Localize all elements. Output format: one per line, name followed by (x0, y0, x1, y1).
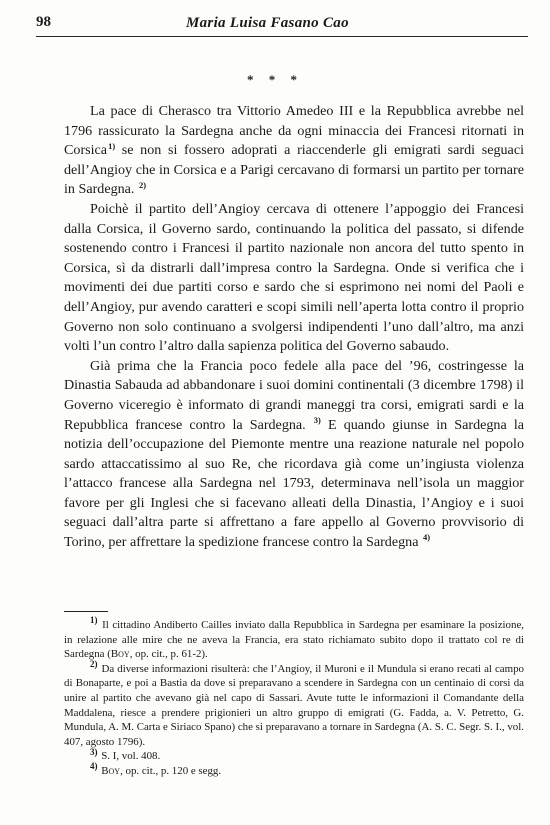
footnote-text: Boy (101, 764, 121, 777)
footnote-reference: 1) (108, 140, 116, 151)
footnote-text: Il cittadino Andiberto Cailles inviato dalla Repubblica in Sardegna per esaminare la posizione, in relazione alle mire che ne aveva la Francia, era stato richiamato subito dopo il trattato col re di Sardegna ( (64, 619, 524, 661)
body-text (64, 102, 524, 553)
footnote-mark: 3) (90, 746, 98, 757)
paragraph-text: se non si fossero adoprati a riaccenderle gli emigrati sardi seguaci dell’Angioy che in Corsica e a Parigi cercavano di formarsi un partito per tornare in Sardegna. (64, 142, 524, 198)
body-paragraph (64, 357, 524, 553)
body-paragraph (64, 200, 524, 357)
paragraph-text: Poichè il partito dell’Angioy cercava di ottenere l’appoggio dei Francesi dalla Corsica, il Governo sardo, continuando la politica del passato, si difende sostenendo contro i Francesi il partito nazionale non ancora del tutto spento in Corsica, sì da distrarli dall’impresa contro la Sardegna. Onde si verifica che i movimenti dei due partiti corso e sardo che si esprimono nei nomi del Paoli e dell’Angioy, pur avendo caratteri e scopi simili nell’aperta lotta contro il proprio Governo non solo continuano a svolgersi indipendenti l’uno dall’altro, ma anzi volti l’un contro l’altro dalla sapienza politica del Governo sabaudo. (64, 200, 524, 355)
footnote-text: op. cit. (125, 764, 156, 777)
section-separator: * * * (247, 72, 303, 87)
footnote (64, 659, 524, 750)
footnotes (64, 615, 524, 779)
footnote-reference: 3) (313, 414, 321, 425)
footnote-text: op. cit. (135, 648, 166, 661)
footnote-text: Boy (110, 648, 130, 661)
footnote-reference: 4) (422, 532, 431, 543)
paragraph-text: Già prima che la Francia poco fedele alla pace del ’96, costringesse la Dinastia Sabauda ad abbandonare i suoi domini continentali (3 dicembre 1798) il Governo viceregio è informato di grandi maneggi tra corsi, emigrati sardi e la Repubblica francese contro la Sardegna. (64, 357, 524, 433)
footnote-mark: 1) (90, 615, 98, 626)
paragraph-text: E quando giunse in Sardegna la notizia dell’occupazione del Piemonte mentre una reazione naturale nel popolo sardo attaccatissimo al suo Re, che ricordava già come un’ingiusta violenza l’attacco francese alla Sardegna nel 1793, determinava nell’isola un maggior favore per gli Inglesi che si facevano alleati della Dinastia, l’Angioy e i suoi seguaci dall’altra parte si affrettano a fare appello al Governo provvisorio di Torino, per affrettare la spedizione francese contro la Sardegna (64, 416, 524, 551)
footnote-reference: 2) (138, 179, 147, 190)
body-paragraph (64, 102, 524, 200)
footnote-text: S. I, vol. 408. (98, 750, 161, 763)
paragraph-text: La pace di Cherasco tra Vittorio Amedeo III e la Repubblica avrebbe nel 1796 rassicurato la Sardegna anche da ogni minaccia dei Francesi ritornati in Corsica (64, 103, 524, 159)
footnote-text: , (129, 648, 136, 661)
running-header (36, 14, 528, 37)
footnote (64, 746, 524, 764)
footnote-mark: 4) (90, 761, 98, 772)
page-number: 98 (36, 14, 51, 30)
footnote-text: , p. 61-2). (165, 648, 208, 661)
footnote-text: , p. 120 e segg. (155, 764, 222, 777)
footnote-text: Da diverse informazioni risulterà: che l’Angioy, il Muroni e il Mundula si erano recati al campo di Bonaparte, e poi a Bastia da dove si preparavano a scendere in Sardegna con un centinaio di corsi da unire al partito che avevano già nel capo di Sassari. Avute tutte le informazioni il Comandante della Maddalena, riesce a prendere prigionieri un altro gruppo di emigrati (G. Fadda, a. V. Petretto, G. Mundula, A. M. Carta e Siriaco Spano) che si preparavano a tornare in Sardegna (A. S. C. Segr. S. I., vol. 407, agosto 1796). (64, 662, 524, 748)
footnote (64, 761, 524, 779)
footnote (64, 615, 524, 662)
running-title: Maria Luisa Fasano Cao (186, 15, 349, 31)
footnote-text: , (120, 764, 126, 777)
footnote-rule (64, 611, 108, 612)
footnote-mark: 2) (90, 659, 98, 670)
